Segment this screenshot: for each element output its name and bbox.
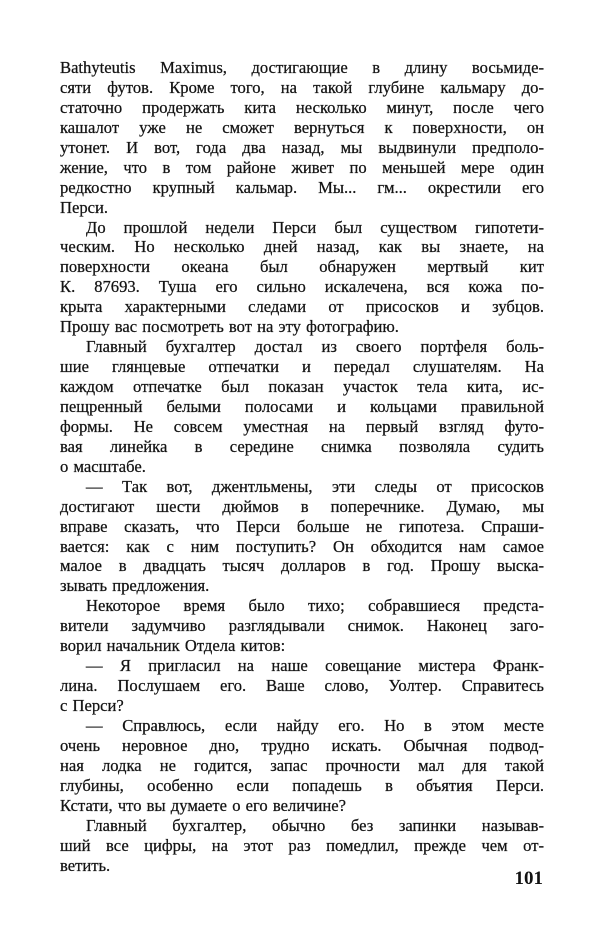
text-line: поверхности океана был обнаружен мертвый кит [60, 257, 544, 277]
text-line: шие глянцевые отпечатки и передал слушателям. На [60, 357, 544, 377]
text-line: До прошлой недели Перси был существом гипотети- [86, 217, 544, 237]
text-line: вая линейка в середине снимка позволяла судить [60, 436, 544, 456]
text-line: крыта характерными следами от присосков и зубцов. [60, 297, 544, 317]
text-line: с Перси? [60, 696, 124, 715]
paragraph [60, 716, 544, 816]
paragraph [60, 337, 544, 477]
text-line: Bathyteutis Maximus, достигающие в длину восьмиде- [60, 58, 544, 77]
text-line: лина. Послушаем его. Ваше слово, Уолтер. Справитесь [60, 676, 544, 696]
text-line: очень неровное дно, трудно искать. Обычная подвод- [60, 735, 544, 755]
paragraph [60, 218, 544, 338]
text-line: зывать предложения. [60, 576, 210, 596]
text-line: вправе сказать, что Перси больше не гипотеза. Спраши- [60, 516, 544, 536]
text-line: статочно продержать кита несколько минут, после чего [60, 97, 544, 117]
text-line: ветить. [60, 855, 111, 875]
text-line: — Справлюсь, если найду его. Но в этом месте [86, 715, 544, 735]
text-line: достигают шести дюймов в поперечнике. Думаю, мы [60, 496, 544, 516]
text-line: Главный бухгалтер достал из своего портфеля боль- [86, 337, 544, 357]
text-line: жение, что в том районе живет по меньшей мере один [60, 157, 544, 177]
paragraph [60, 656, 544, 716]
text-line: Кстати, что вы думаете о его величине? [60, 795, 346, 815]
text-line: формы. Не совсем уместная на первый взгляд футо- [60, 416, 544, 436]
text-line: ворил начальник Отдела китов: [60, 636, 286, 656]
text-line: глубины, особенно если попадешь в объятия Перси. [60, 775, 544, 795]
text-line: — Так вот, джентльмены, эти следы от присосков [86, 476, 544, 496]
text-line: пещренный белыми полосами и кольцами правильной [60, 396, 544, 416]
text-line: ший все цифры, на этот раз помедлил, прежде чем от- [60, 835, 544, 855]
paragraph [60, 816, 544, 876]
text-line: вители задумчиво разглядывали снимок. Наконец заго- [60, 616, 544, 636]
text-line: кашалот уже не сможет вернуться к поверхности, он [60, 117, 544, 137]
text-line: К. 87693. Туша его сильно искалечена, вся кожа по- [60, 277, 544, 297]
paragraph [60, 58, 544, 218]
text-line: Некоторое время было тихо; собравшиеся предста- [86, 596, 544, 616]
text-line: ческим. Но несколько дней назад, как вы знаете, на [60, 237, 544, 257]
paragraph [60, 477, 544, 597]
page-number: 101 [514, 868, 543, 889]
text-line: малое в двадцать тысяч долларов в год. Прошу выска- [60, 556, 544, 576]
text-line: Прошу вас посмотреть вот на эту фотографию. [60, 317, 399, 337]
text-line: редкостно крупный кальмар. Мы... гм... окрестили его [60, 177, 544, 197]
page-body-text [60, 58, 544, 875]
text-line: сяти футов. Кроме того, на такой глубине кальмару до- [60, 77, 544, 97]
text-line: Перси. [60, 197, 109, 217]
text-line: вается: как с ним поступить? Он обходится нам самое [60, 536, 544, 556]
text-line: Главный бухгалтер, обычно без запинки называв- [86, 815, 544, 835]
text-line: утонет. И вот, года два назад, мы выдвинули предполо- [60, 137, 544, 157]
paragraph [60, 596, 544, 656]
text-line: ная лодка не годится, запас прочности мал для такой [60, 755, 544, 775]
text-line: о масштабе. [60, 456, 146, 476]
text-line: каждом отпечатке был показан участок тела кита, ис- [60, 377, 544, 396]
text-line: — Я пригласил на наше совещание мистера Франк- [86, 656, 544, 676]
